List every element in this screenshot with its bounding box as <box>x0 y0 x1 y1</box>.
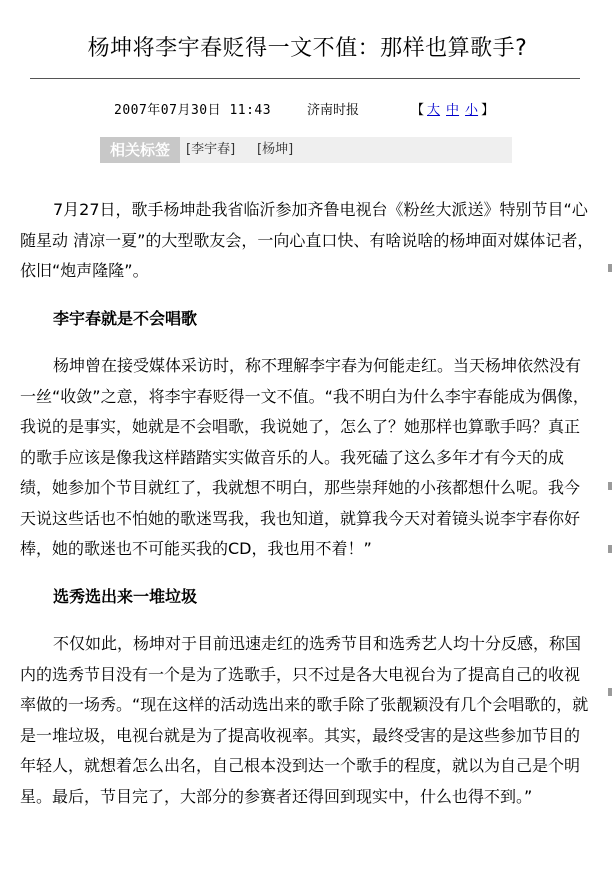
font-size-small-link[interactable]: 小 <box>465 103 479 118</box>
paragraph-gap <box>20 287 595 304</box>
edge-mark <box>608 482 612 490</box>
edge-mark <box>608 545 612 553</box>
body-paragraph-2: 杨坤曾在接受媒体采访时，称不理解李宇春为何能走红。当天杨坤依然没有一丝“收敛”之意，将李宇春贬得一文不值。“我不明白为什么李宇春能成为偶像，我说的是事实，她就是不会唱歌，我说她了，怎么了？她那样也算歌手吗？真正的歌手应该是像我这样踏踏实实做音乐的人。我死磕了这么多年才有今天的成绩，她参加个节目就红了，我就想不明白，那些崇拜她的小孩都想什么呢。我今天说这些话也不怕她的歌迷骂我，我也知道，就算我今天对着镜头说李宇春你好棒，她的歌迷也不可能买我的CD，我也用不着！” <box>20 356 589 558</box>
font-size-bracket-open: 【 <box>411 103 425 118</box>
tag-link-li-yuchun[interactable]: [李宇春] <box>186 142 236 157</box>
article-body <box>20 195 595 812</box>
font-size-medium-link[interactable]: 中 <box>446 103 460 118</box>
related-tags-bar <box>100 137 512 163</box>
edge-mark <box>608 688 612 696</box>
article-title: 杨坤将李宇春贬得一文不值：那样也算歌手? <box>87 36 528 61</box>
title-divider <box>30 78 580 79</box>
article-source: 济南时报 <box>307 103 360 118</box>
font-size-switcher <box>411 102 494 120</box>
edge-mark <box>608 264 612 272</box>
paragraph-gap <box>20 565 595 582</box>
tag-link-yang-kun[interactable]: [杨坤] <box>257 142 294 157</box>
paragraph-gap <box>20 334 595 351</box>
section-heading-1: 李宇春就是不会唱歌 <box>53 308 198 328</box>
paragraph-gap <box>20 612 595 629</box>
body-paragraph-1: 7月27日，歌手杨坤赴我省临沂参加齐鲁电视台《粉丝大派送》特别节目“心随星动 清凉一夏”的大型歌友会，一向心直口快、有啥说啥的杨坤面对媒体记者，依旧“炮声隆隆”。 <box>20 200 594 280</box>
publish-date: 2007年07月30日 11:43 <box>114 103 272 118</box>
font-size-large-link[interactable]: 大 <box>427 103 441 118</box>
section-heading-2: 选秀选出来一堆垃圾 <box>53 586 198 606</box>
body-paragraph-3: 不仅如此，杨坤对于目前迅速走红的选秀节目和选秀艺人均十分反感，称国内的选秀节目没有一个是为了选歌手，只不过是各大电视台为了提高自己的收视率做的一场秀。“现在这样的活动选出来的歌手除了张靓颖没有几个会唱歌的，就是一堆垃圾，电视台就是为了提高收视率。其实，最终受害的是这些参加节目的年轻人，就想着怎么出名，自己根本没到达一个歌手的程度，就以为自己是个明星。最后，节目完了，大部分的参赛者还得回到现实中，什么也得不到。” <box>20 634 589 806</box>
page-edge-marks <box>607 0 613 869</box>
font-size-bracket-close: 】 <box>481 103 495 118</box>
related-tags-label: 相关标签 <box>100 137 180 163</box>
